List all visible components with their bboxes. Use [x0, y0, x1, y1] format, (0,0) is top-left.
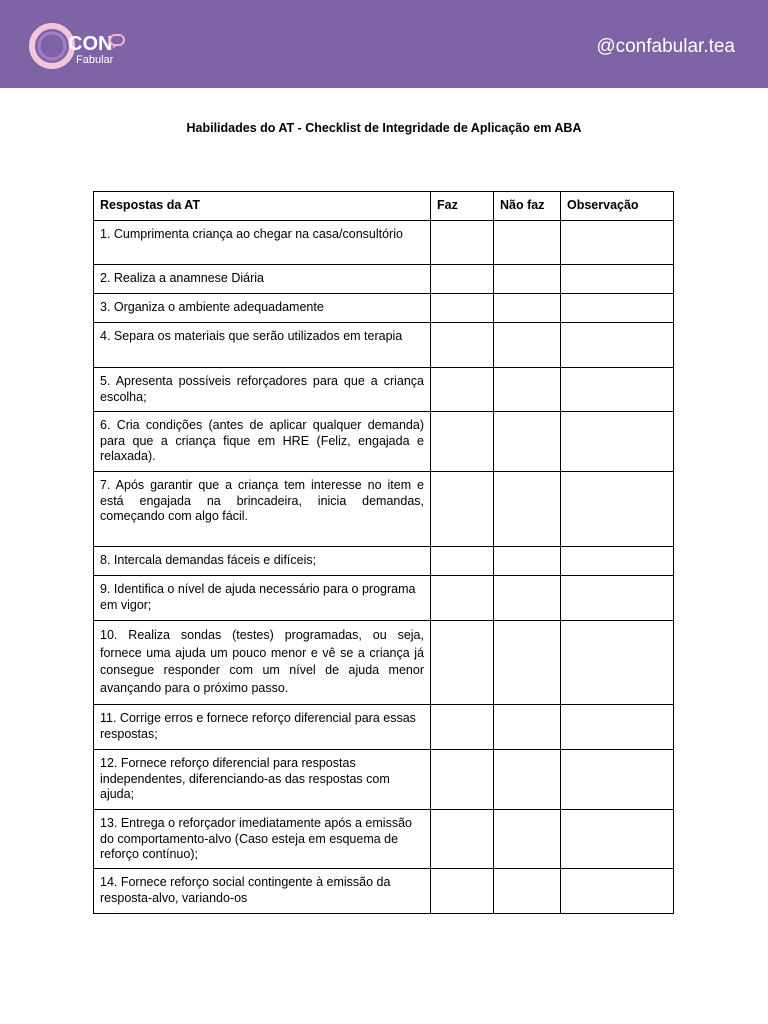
nao-faz-cell[interactable] — [494, 265, 561, 294]
logo-subtext: Fabular — [76, 54, 114, 66]
faz-cell[interactable] — [431, 810, 494, 869]
nao-faz-cell[interactable] — [494, 472, 561, 547]
nao-faz-cell[interactable] — [494, 323, 561, 368]
nao-faz-cell[interactable] — [494, 750, 561, 810]
nao-faz-cell[interactable] — [494, 869, 561, 914]
observacao-cell[interactable] — [561, 547, 674, 576]
observacao-cell[interactable] — [561, 576, 674, 621]
nao-faz-cell[interactable] — [494, 810, 561, 869]
nao-faz-cell[interactable] — [494, 221, 561, 265]
checklist-table — [93, 191, 674, 914]
table-row — [94, 323, 674, 368]
faz-cell[interactable] — [431, 265, 494, 294]
observacao-cell[interactable] — [561, 221, 674, 265]
row-text: 10. Realiza sondas (testes) programadas, ou seja, fornece uma ajuda um pouco menor e vê se a criança já consegue responder com um nível de ajuda menor avançando para o próximo passo. — [94, 621, 431, 705]
nao-faz-cell[interactable] — [494, 412, 561, 472]
observacao-cell[interactable] — [561, 810, 674, 869]
faz-cell[interactable] — [431, 576, 494, 621]
row-text: 8. Intercala demandas fáceis e difíceis; — [94, 547, 431, 576]
faz-cell[interactable] — [431, 472, 494, 547]
row-text: 14. Fornece reforço social contingente à emissão da resposta-alvo, variando-os — [94, 869, 431, 914]
row-text: 9. Identifica o nível de ajuda necessário para o programa em vigor; — [94, 576, 431, 621]
confabular-logo — [28, 20, 128, 72]
table-row — [94, 621, 674, 705]
faz-cell[interactable] — [431, 705, 494, 750]
faz-cell[interactable] — [431, 221, 494, 265]
column-header-responses: Respostas da AT — [94, 192, 431, 221]
nao-faz-cell[interactable] — [494, 547, 561, 576]
observacao-cell[interactable] — [561, 412, 674, 472]
faz-cell[interactable] — [431, 412, 494, 472]
row-text: 11. Corrige erros e fornece reforço diferencial para essas respostas; — [94, 705, 431, 750]
table-row — [94, 368, 674, 412]
table-row — [94, 869, 674, 914]
logo-text: CON — [68, 33, 113, 55]
nao-faz-cell[interactable] — [494, 368, 561, 412]
observacao-cell[interactable] — [561, 750, 674, 810]
observacao-cell[interactable] — [561, 869, 674, 914]
observacao-cell[interactable] — [561, 368, 674, 412]
nao-faz-cell[interactable] — [494, 294, 561, 323]
nao-faz-cell[interactable] — [494, 576, 561, 621]
row-text: 7. Após garantir que a criança tem interesse no item e está engajada na brincadeira, inicia demandas, começando com algo fácil. — [94, 472, 431, 547]
table-row — [94, 412, 674, 472]
faz-cell[interactable] — [431, 547, 494, 576]
table-row — [94, 547, 674, 576]
row-text: 4. Separa os materiais que serão utilizados em terapia — [94, 323, 431, 368]
row-text: 6. Cria condições (antes de aplicar qualquer demanda) para que a criança fique em HRE (Feliz, engajada e relaxada). — [94, 412, 431, 472]
table-row — [94, 750, 674, 810]
page-header — [0, 0, 768, 88]
table-row — [94, 705, 674, 750]
observacao-cell[interactable] — [561, 621, 674, 705]
table-row — [94, 294, 674, 323]
faz-cell[interactable] — [431, 294, 494, 323]
nao-faz-cell[interactable] — [494, 705, 561, 750]
observacao-cell[interactable] — [561, 294, 674, 323]
faz-cell[interactable] — [431, 750, 494, 810]
column-header-does: Faz — [431, 192, 494, 221]
row-text: 2. Realiza a anamnese Diária — [94, 265, 431, 294]
table-row — [94, 265, 674, 294]
faz-cell[interactable] — [431, 368, 494, 412]
row-text: 5. Apresenta possíveis reforçadores para que a criança escolha; — [94, 368, 431, 412]
row-text: 12. Fornece reforço diferencial para respostas independentes, diferenciando-as das respostas com ajuda; — [94, 750, 431, 810]
faz-cell[interactable] — [431, 323, 494, 368]
table-row — [94, 810, 674, 869]
observacao-cell[interactable] — [561, 323, 674, 368]
faz-cell[interactable] — [431, 869, 494, 914]
observacao-cell[interactable] — [561, 472, 674, 547]
row-text: 1. Cumprimenta criança ao chegar na casa/consultório — [94, 221, 431, 265]
table-row — [94, 221, 674, 265]
table-row — [94, 472, 674, 547]
faz-cell[interactable] — [431, 621, 494, 705]
column-header-does-not: Não faz — [494, 192, 561, 221]
document-title: Habilidades do AT - Checklist de Integridade de Aplicação em ABA — [186, 121, 582, 135]
row-text: 3. Organiza o ambiente adequadamente — [94, 294, 431, 323]
column-header-observation: Observação — [561, 192, 674, 221]
table-row — [94, 576, 674, 621]
observacao-cell[interactable] — [561, 265, 674, 294]
observacao-cell[interactable] — [561, 705, 674, 750]
row-text: 13. Entrega o reforçador imediatamente após a emissão do comportamento-alvo (Caso esteja em esquema de reforço contínuo); — [94, 810, 431, 869]
nao-faz-cell[interactable] — [494, 621, 561, 705]
social-handle: @confabular.tea — [596, 36, 735, 57]
